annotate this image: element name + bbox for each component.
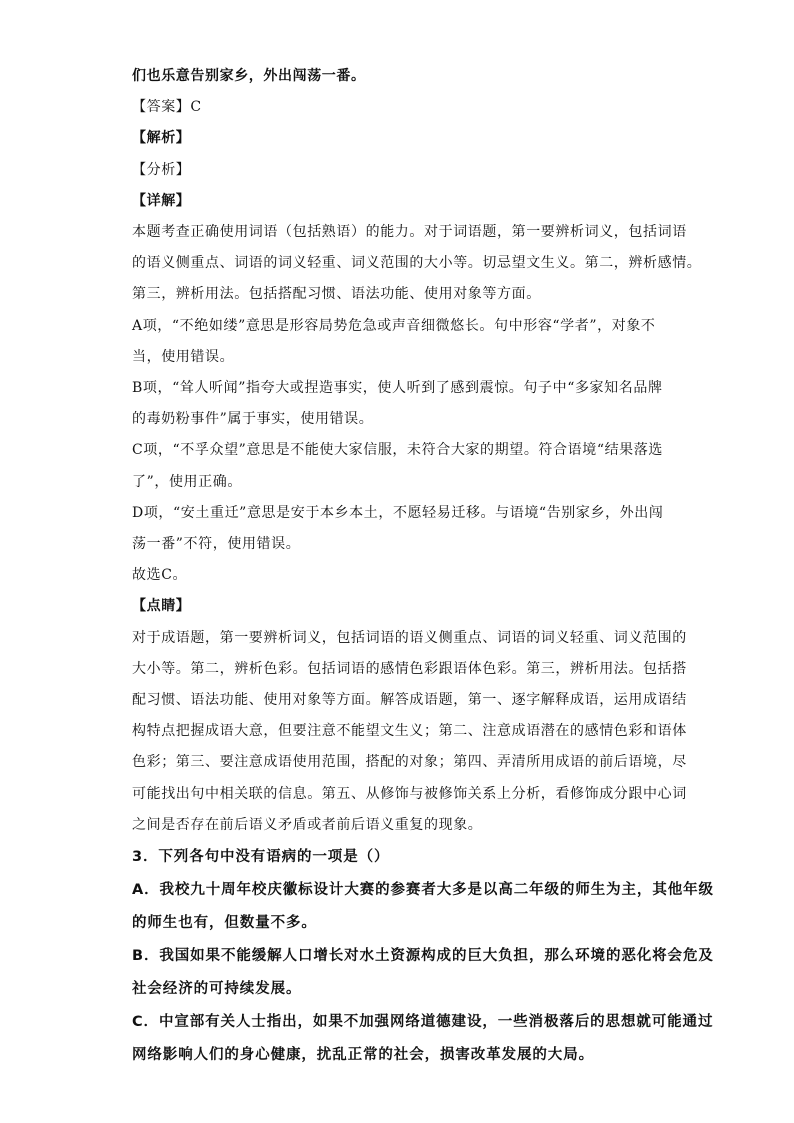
text-line: 荡一番”不符，使用错误。 <box>132 536 301 553</box>
text-line: 配习惯、语法功能、使用对象等方面。解答成语题，第一、逐字解释成语，运用成语结 <box>132 692 687 709</box>
document-page <box>132 61 714 1072</box>
text-line: 【答案】C <box>132 99 202 116</box>
text-line: 【解析】 <box>132 130 191 147</box>
text-line: 可能找出句中相关联的信息。第五、从修饰与被修饰关系上分析，看修饰成分跟中心词 <box>132 785 687 802</box>
text-line: 【详解】 <box>132 192 191 209</box>
question-stem: 3．下列各句中没有语病的一项是（） <box>132 849 390 866</box>
text-line: 之间是否存在前后语义矛盾或者前后语义重复的现象。 <box>132 816 483 833</box>
option-b-line-2: 社会经济的可持续发展。 <box>132 981 302 998</box>
question-3 <box>132 841 714 1072</box>
option-c-line-2: 网络影响人们的身心健康，扰乱正常的社会，损害改革发展的大局。 <box>132 1047 594 1064</box>
option-a-line-1: A．我校九十周年校庆徽标设计大赛的参赛者大多是以高二年级的师生为主，其他年级 <box>132 882 714 899</box>
option-b-line-1: B．我国如果不能缓解人口增长对水土资源构成的巨大负担，那么环境的恶化将会危及 <box>132 948 714 965</box>
answer-explanation <box>132 61 702 841</box>
text-line: A项，“不绝如缕”意思是形容局势危急或声音细微悠长。句中形容“学者”，对象不 <box>132 317 656 334</box>
text-line: 色彩；第三、要注意成语使用范围，搭配的对象；第四、弄清所用成语的前后语境，尽 <box>132 754 687 771</box>
text-line: 【点睛】 <box>132 598 191 615</box>
text-line: 的毒奶粉事件”属于事实，使用错误。 <box>132 411 374 428</box>
text-line: 对于成语题，第一要辨析词义，包括词语的语义侧重点、词语的词义轻重、词义范围的 <box>132 629 687 646</box>
text-line: 本题考查正确使用词语（包括熟语）的能力。对于词语题，第一要辨析词义，包括词语 <box>132 224 687 241</box>
text-line: 大小等。第二，辨析色彩。包括词语的感情色彩跟语体色彩。第三，辨析用法。包括搭 <box>132 660 687 677</box>
text-line: D项，“安土重迁”意思是安于本乡本土，不愿轻易迁移。与语境“告别家乡，外出闯 <box>132 504 664 521</box>
text-line: 故选C。 <box>132 567 188 584</box>
text-line: 【分析】 <box>132 161 191 178</box>
text-line: C项，“不孚众望”意思是不能使大家信服，未符合大家的期望。符合语境“结果落选 <box>132 442 663 459</box>
text-line: B项，“耸人听闻”指夸大或捏造事实，使人听到了感到震惊。句子中“多家知名品牌 <box>132 380 663 397</box>
option-c-line-1: C．中宣部有关人士指出，如果不加强网络道德建设，一些消极落后的思想就可能通过 <box>132 1014 714 1031</box>
text-line: 当，使用错误。 <box>132 348 235 365</box>
text-line: 的语义侧重点、词语的词义轻重、词义范围的大小等。切忌望文生义。第二，辨析感情。 <box>132 255 702 272</box>
option-a-line-2: 的师生也有，但数量不多。 <box>132 915 317 932</box>
text-line: 们也乐意告别家乡，外出闯荡一番。 <box>132 68 366 84</box>
text-line: 构特点把握成语大意，但要注意不能望文生义；第二、注意成语潜在的感情色彩和语体 <box>132 723 687 740</box>
text-line: 了”，使用正确。 <box>132 473 242 490</box>
text-line: 第三，辨析用法。包括搭配习惯、语法功能、使用对象等方面。 <box>132 286 541 303</box>
